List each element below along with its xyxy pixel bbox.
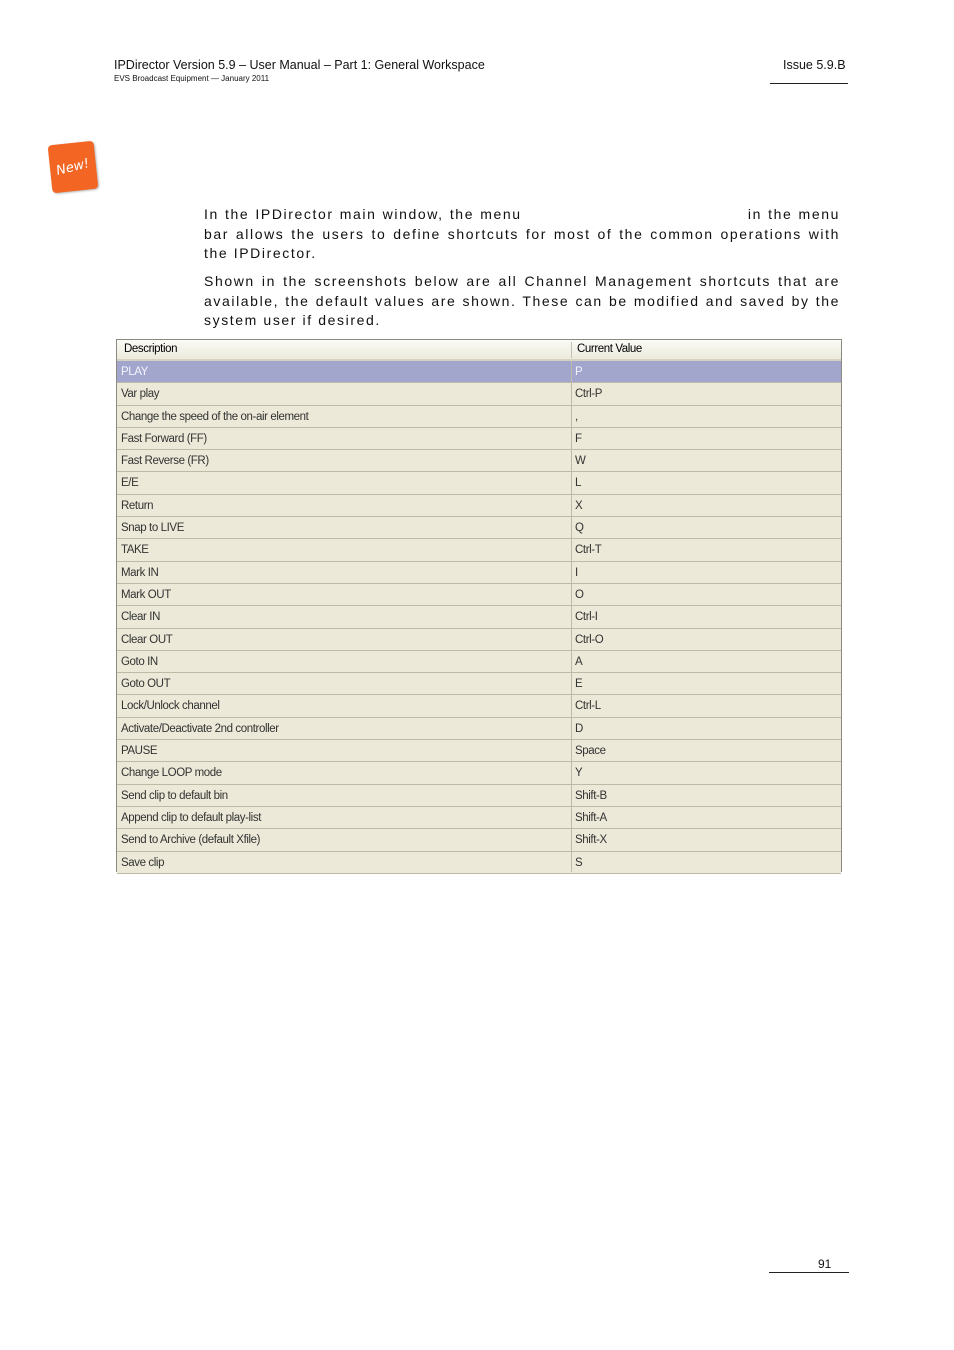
shortcut-value[interactable]: Ctrl-O: [575, 633, 604, 646]
table-row[interactable]: [117, 673, 841, 695]
shortcut-value[interactable]: P: [575, 366, 583, 378]
table-row[interactable]: [117, 517, 841, 539]
shortcut-value[interactable]: F: [575, 432, 582, 445]
shortcut-description: Return: [121, 499, 154, 512]
intro-p1-start: In the IPDirector main window, the menu: [204, 206, 522, 222]
header-issue: Issue 5.9.B: [783, 58, 846, 72]
shortcut-description: Send to Archive (default Xfile): [121, 834, 261, 847]
shortcut-value[interactable]: Y: [575, 767, 583, 780]
shortcut-description: TAKE: [121, 544, 149, 557]
shortcut-value[interactable]: X: [575, 499, 583, 512]
intro-p1-end: in the menu bar allows the users to define shortcuts for most of the common operations with the IPDirector.: [204, 206, 840, 261]
new-badge-label: New!: [54, 155, 92, 179]
shortcut-value[interactable]: Shift-B: [575, 789, 607, 802]
table-row[interactable]: [117, 495, 841, 517]
shortcut-value[interactable]: ,: [575, 410, 578, 423]
table-row[interactable]: [117, 629, 841, 651]
table-row[interactable]: [117, 584, 841, 606]
table-row[interactable]: [117, 829, 841, 851]
shortcut-description: Mark IN: [121, 566, 159, 579]
column-header-description[interactable]: Description: [124, 343, 178, 355]
shortcut-description: Var play: [121, 388, 160, 401]
shortcut-description: Clear IN: [121, 611, 160, 624]
shortcut-description: Change the speed of the on-air element: [121, 410, 309, 423]
table-row[interactable]: [117, 852, 841, 874]
shortcut-description: PAUSE: [121, 745, 158, 758]
table-row[interactable]: [117, 361, 841, 383]
shortcut-description: Mark OUT: [121, 588, 171, 601]
column-header-current-value[interactable]: Current Value: [577, 343, 642, 355]
shortcut-description: Fast Reverse (FR): [121, 455, 209, 468]
shortcut-value[interactable]: E: [575, 678, 583, 691]
table-row[interactable]: [117, 428, 841, 450]
table-row[interactable]: [117, 695, 841, 717]
shortcut-description: Fast Forward (FF): [121, 432, 207, 445]
shortcut-value[interactable]: Shift-A: [575, 811, 607, 824]
page-number: 91: [818, 1257, 832, 1271]
table-row[interactable]: [117, 718, 841, 740]
shortcut-description: Change LOOP mode: [121, 767, 222, 780]
shortcut-value[interactable]: Q: [575, 522, 584, 535]
new-badge-icon: [48, 141, 99, 194]
header-rule: [770, 83, 848, 84]
header-title: IPDirector Version 5.9 – User Manual – Part 1: General Workspace: [114, 58, 485, 72]
shortcut-value[interactable]: Ctrl-L: [575, 700, 601, 713]
table-row[interactable]: [117, 450, 841, 472]
table-row[interactable]: [117, 762, 841, 784]
shortcut-value[interactable]: A: [575, 655, 583, 668]
shortcut-description: Send clip to default bin: [121, 789, 228, 802]
shortcut-value[interactable]: Shift-X: [575, 834, 607, 847]
shortcut-description: E/E: [121, 477, 139, 490]
shortcut-value[interactable]: Ctrl-T: [575, 544, 602, 557]
shortcut-description: Activate/Deactivate 2nd controller: [121, 722, 279, 735]
table-row[interactable]: [117, 539, 841, 561]
shortcut-description: Save clip: [121, 856, 165, 869]
shortcut-value[interactable]: L: [575, 477, 581, 490]
shortcut-description: Append clip to default play-list: [121, 811, 261, 824]
shortcut-value[interactable]: D: [575, 722, 583, 735]
table-row[interactable]: [117, 651, 841, 673]
intro-paragraph-1: [204, 205, 840, 264]
shortcut-value[interactable]: I: [575, 566, 578, 579]
intro-paragraph-2: Shown in the screenshots below are all Channel Management shortcuts that are available, the default values are shown. These can be modified and saved by the system user if desired.: [204, 273, 840, 328]
shortcut-value[interactable]: Ctrl-I: [575, 611, 598, 624]
table-row[interactable]: [117, 406, 841, 428]
table-row[interactable]: [117, 740, 841, 762]
shortcut-value[interactable]: S: [575, 856, 583, 869]
table-row[interactable]: [117, 472, 841, 494]
shortcut-description: Lock/Unlock channel: [121, 700, 220, 713]
shortcut-description: Goto OUT: [121, 678, 171, 691]
table-row[interactable]: [117, 383, 841, 405]
footer-rule: [769, 1272, 849, 1273]
table-row[interactable]: [117, 606, 841, 628]
shortcut-description: Snap to LIVE: [121, 522, 184, 535]
shortcut-value[interactable]: Ctrl-P: [575, 388, 602, 401]
shortcut-value[interactable]: W: [575, 455, 586, 468]
shortcut-description: Clear OUT: [121, 633, 173, 646]
shortcut-description: PLAY: [121, 366, 148, 378]
table-row[interactable]: [117, 562, 841, 584]
shortcut-value[interactable]: Space: [575, 745, 606, 758]
shortcut-value[interactable]: O: [575, 588, 584, 601]
column-divider: [571, 361, 572, 872]
shortcuts-grid: [116, 339, 842, 872]
shortcut-description: Goto IN: [121, 655, 158, 668]
grid-rows: [117, 361, 841, 874]
header-subtitle: EVS Broadcast Equipment — January 2011: [114, 74, 270, 83]
table-row[interactable]: [117, 807, 841, 829]
grid-header: [117, 340, 841, 361]
table-row[interactable]: [117, 785, 841, 807]
column-separator[interactable]: [571, 342, 572, 358]
